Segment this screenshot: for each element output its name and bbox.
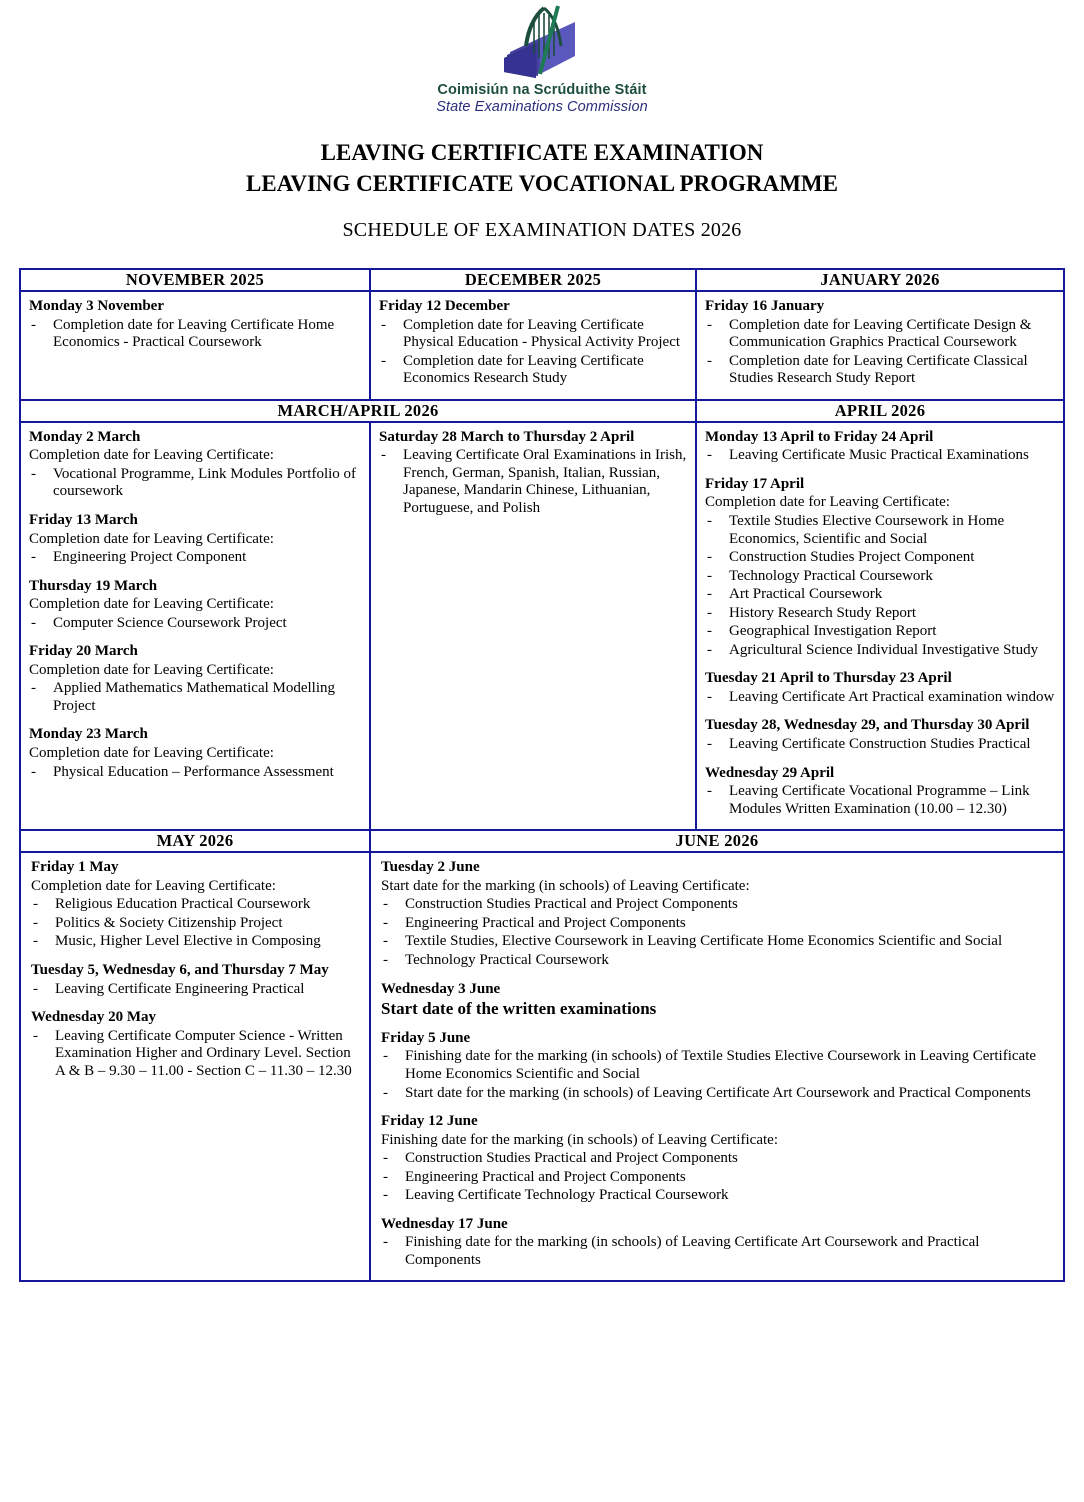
list-item: - Agricultural Science Individual Investigative Study <box>705 642 1055 660</box>
may-groups <box>21 853 369 1091</box>
item-list <box>705 447 1055 465</box>
date-heading: Tuesday 5, Wednesday 6, and Thursday 7 May <box>31 961 329 978</box>
month-header-april: APRIL 2026 <box>696 400 1064 422</box>
organisation-logo-block <box>0 0 1084 115</box>
cell-june <box>370 852 1064 1281</box>
item-list <box>705 513 1055 659</box>
item-list <box>29 466 361 501</box>
lead-text: Completion date for Leaving Certificate: <box>29 447 274 464</box>
cell-may <box>20 852 370 1281</box>
harp-and-book-emblem-icon <box>462 4 622 80</box>
date-heading: Wednesday 17 June <box>381 1215 508 1232</box>
list-item: - Leaving Certificate Vocational Programme – Link Modules Written Examination (10.00 – 12.30) <box>705 783 1055 818</box>
date-heading: Friday 5 June <box>381 1029 471 1046</box>
date-group <box>31 859 359 951</box>
item-list <box>379 317 687 388</box>
date-heading: Thursday 19 March <box>29 577 158 594</box>
cell-november <box>20 291 370 400</box>
date-heading: Wednesday 3 June <box>381 980 501 997</box>
date-group <box>29 298 361 352</box>
cell-march-orals <box>370 422 696 830</box>
january-groups <box>697 292 1063 399</box>
date-heading: Friday 16 January <box>705 298 825 315</box>
list-item: - Computer Science Coursework Project <box>29 615 361 633</box>
date-group <box>705 429 1055 465</box>
lead-text: Completion date for Leaving Certificate: <box>29 661 274 678</box>
lead-text: Completion date for Leaving Certificate: <box>705 494 950 511</box>
november-groups <box>21 292 369 363</box>
date-group <box>31 1009 359 1080</box>
list-item: - Completion date for Leaving Certificate Design & Communication Graphics Practical Coursework <box>705 317 1055 352</box>
list-item: - Leaving Certificate Oral Examinations in Irish, French, German, Spanish, Italian, Russian, Japanese, Mandarin Chinese, Lithuanian, Portuguese, and Polish <box>379 447 687 517</box>
date-heading: Friday 12 June <box>381 1113 478 1130</box>
list-item: - Politics & Society Citizenship Project <box>31 915 359 933</box>
date-heading: Saturday 28 March to Thursday 2 April <box>379 428 635 445</box>
date-group <box>31 962 359 998</box>
table-row-spring-content <box>20 422 1064 830</box>
date-group <box>381 859 1053 969</box>
item-list <box>381 1048 1053 1102</box>
lead-text: Completion date for Leaving Certificate: <box>29 596 274 613</box>
date-heading: Friday 20 March <box>29 643 138 660</box>
list-item: - History Research Study Report <box>705 605 1055 623</box>
march-groups <box>21 423 369 792</box>
list-item: - Music, Higher Level Elective in Composing <box>31 933 359 951</box>
date-heading: Tuesday 21 April to Thursday 23 April <box>705 670 952 687</box>
item-list <box>29 680 361 715</box>
month-header-december: DECEMBER 2025 <box>370 269 696 291</box>
date-group <box>29 578 361 633</box>
emphasis-note: Start date of the written examinations <box>381 999 657 1019</box>
item-list <box>31 1028 359 1081</box>
item-list <box>31 896 359 951</box>
item-list <box>381 896 1053 969</box>
table-row-summer-content <box>20 852 1064 1281</box>
date-heading: Monday 3 November <box>29 298 164 315</box>
april-groups <box>697 423 1063 829</box>
lead-text: Finishing date for the marking (in schools) of Leaving Certificate: <box>381 1131 778 1148</box>
date-group <box>705 670 1055 706</box>
list-item: - Engineering Practical and Project Components <box>381 915 1053 933</box>
list-item: - Applied Mathematics Mathematical Modelling Project <box>29 680 361 715</box>
date-group <box>379 429 687 518</box>
list-item: - Leaving Certificate Art Practical examination window <box>705 689 1055 707</box>
date-group <box>379 298 687 388</box>
date-heading: Wednesday 29 April <box>705 764 835 781</box>
date-heading: Tuesday 2 June <box>381 859 480 876</box>
date-group <box>29 512 361 567</box>
list-item: - Construction Studies Practical and Project Components <box>381 896 1053 914</box>
date-heading: Wednesday 20 May <box>31 1009 157 1026</box>
list-item: - Completion date for Leaving Certificate Economics Research Study <box>379 353 687 388</box>
list-item: - Completion date for Leaving Certificate Classical Studies Research Study Report <box>705 353 1055 388</box>
item-list <box>29 615 361 633</box>
list-item: - Engineering Project Component <box>29 549 361 567</box>
list-item: - Technology Practical Coursework <box>381 952 1053 970</box>
date-heading: Friday 17 April <box>705 475 805 492</box>
item-list <box>29 764 361 782</box>
month-header-may: MAY 2026 <box>20 830 370 852</box>
page-title <box>0 137 1084 199</box>
date-group <box>381 1216 1053 1270</box>
date-heading: Tuesday 28, Wednesday 29, and Thursday 30 April <box>705 717 1030 734</box>
date-heading: Friday 12 December <box>379 298 510 315</box>
page-title-line-1: LEAVING CERTIFICATE EXAMINATION <box>320 140 764 165</box>
list-item: - Leaving Certificate Technology Practical Coursework <box>381 1187 1053 1205</box>
table-row-autumn-content <box>20 291 1064 400</box>
list-item: - Physical Education – Performance Assessment <box>29 764 361 782</box>
list-item: - Art Practical Coursework <box>705 586 1055 604</box>
list-item: - Textile Studies Elective Coursework in Home Economics, Scientific and Social <box>705 513 1055 548</box>
date-heading: Monday 23 March <box>29 726 148 743</box>
date-heading: Friday 1 May <box>31 859 119 876</box>
month-header-november: NOVEMBER 2025 <box>20 269 370 291</box>
lead-text: Completion date for Leaving Certificate: <box>29 530 274 547</box>
month-header-january: JANUARY 2026 <box>696 269 1064 291</box>
december-groups <box>371 292 695 399</box>
list-item: - Geographical Investigation Report <box>705 623 1055 641</box>
item-list <box>31 981 359 999</box>
list-item: - Leaving Certificate Computer Science - Written Examination Higher and Ordinary Level. Section A & B – 9.30 – 11.00 - Section C – 11.30 – 12.30 <box>31 1028 359 1081</box>
item-list <box>29 549 361 567</box>
logo-english-name: State Examinations Commission <box>436 99 648 115</box>
list-item: - Engineering Practical and Project Components <box>381 1169 1053 1187</box>
item-list <box>705 736 1055 754</box>
item-list <box>29 317 361 352</box>
date-heading: Friday 13 March <box>29 512 138 529</box>
date-group <box>381 1030 1053 1102</box>
item-list <box>705 783 1055 818</box>
table-row-month-headers-2 <box>20 400 1064 422</box>
list-item: - Finishing date for the marking (in schools) of Textile Studies Elective Coursework in Leaving Certificate Home Economics Scientific and Social <box>381 1048 1053 1083</box>
list-item: - Construction Studies Project Component <box>705 549 1055 567</box>
date-group <box>705 717 1055 753</box>
march-oral-groups <box>371 423 695 529</box>
cell-december <box>370 291 696 400</box>
month-header-march-april: MARCH/APRIL 2026 <box>20 400 696 422</box>
list-item: - Construction Studies Practical and Project Components <box>381 1150 1053 1168</box>
lead-text: Completion date for Leaving Certificate: <box>29 745 274 762</box>
date-group <box>705 765 1055 819</box>
date-group <box>29 726 361 781</box>
list-item: - Vocational Programme, Link Modules Portfolio of coursework <box>29 466 361 501</box>
list-item: - Religious Education Practical Coursework <box>31 896 359 914</box>
list-item: - Leaving Certificate Music Practical Examinations <box>705 447 1055 465</box>
month-header-june: JUNE 2026 <box>370 830 1064 852</box>
list-item: - Finishing date for the marking (in schools) of Leaving Certificate Art Coursework and Practical Components <box>381 1234 1053 1269</box>
cell-march <box>20 422 370 830</box>
list-item: - Technology Practical Coursework <box>705 568 1055 586</box>
lead-text: Start date for the marking (in schools) of Leaving Certificate: <box>381 877 750 894</box>
cell-april <box>696 422 1064 830</box>
item-list <box>381 1234 1053 1269</box>
table-row-month-headers-3 <box>20 830 1064 852</box>
date-group <box>29 429 361 501</box>
item-list <box>381 1150 1053 1205</box>
list-item: - Leaving Certificate Construction Studies Practical <box>705 736 1055 754</box>
list-item: - Start date for the marking (in schools) of Leaving Certificate Art Coursework and Practical Components <box>381 1085 1053 1103</box>
item-list <box>379 447 687 517</box>
list-item: - Completion date for Leaving Certificate Home Economics - Practical Coursework <box>29 317 361 352</box>
table-row-month-headers-1 <box>20 269 1064 291</box>
date-group <box>29 643 361 715</box>
date-group <box>381 981 1053 1019</box>
schedule-table <box>19 268 1065 1282</box>
page-subtitle: SCHEDULE OF EXAMINATION DATES 2026 <box>342 219 742 242</box>
date-group <box>381 1113 1053 1205</box>
list-item: - Leaving Certificate Engineering Practical <box>31 981 359 999</box>
june-groups <box>371 853 1063 1280</box>
list-item: - Completion date for Leaving Certificate Physical Education - Physical Activity Project <box>379 317 687 352</box>
lead-text: Completion date for Leaving Certificate: <box>31 877 276 894</box>
date-group <box>705 476 1055 659</box>
page-title-line-2: LEAVING CERTIFICATE VOCATIONAL PROGRAMME <box>246 171 838 197</box>
item-list <box>705 317 1055 388</box>
date-heading: Monday 2 March <box>29 428 141 445</box>
item-list <box>705 689 1055 707</box>
date-heading: Monday 13 April to Friday 24 April <box>705 428 934 445</box>
logo-irish-name: Coimisiún na Scrúduithe Stáit <box>437 82 647 98</box>
list-item: - Textile Studies, Elective Coursework in Leaving Certificate Home Economics Scientific and Social <box>381 933 1053 951</box>
date-group <box>705 298 1055 388</box>
cell-january <box>696 291 1064 400</box>
